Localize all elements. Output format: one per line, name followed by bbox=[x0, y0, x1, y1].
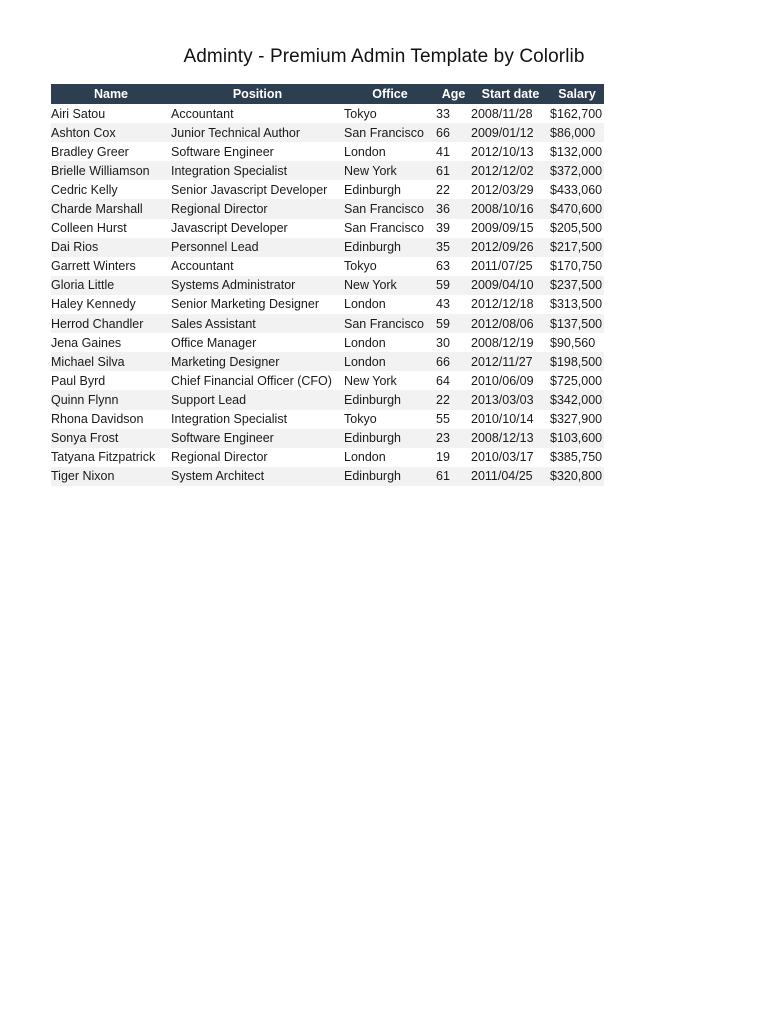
table-row bbox=[51, 142, 604, 161]
cell-position: Software Engineer bbox=[171, 144, 274, 159]
cell-age: 66 bbox=[436, 123, 471, 142]
cell-position: Junior Technical Author bbox=[171, 123, 344, 142]
cell-salary: $86,000 bbox=[550, 123, 604, 142]
cell-age: 23 bbox=[436, 429, 471, 448]
cell-salary: $198,500 bbox=[550, 352, 604, 371]
cell-start-date: 2008/12/19 bbox=[471, 335, 534, 350]
table-row bbox=[51, 180, 604, 199]
column-header-age: Age bbox=[436, 84, 471, 104]
cell-salary: $205,500 bbox=[550, 221, 603, 236]
cell-name: Haley Kennedy bbox=[51, 297, 136, 312]
table-row bbox=[51, 371, 604, 390]
cell-salary: $433,060 bbox=[550, 182, 603, 197]
cell-age: 22 bbox=[436, 390, 471, 409]
cell-office: New York bbox=[344, 161, 436, 180]
cell-name: Colleen Hurst bbox=[51, 221, 127, 236]
cell-position: System Architect bbox=[171, 467, 344, 486]
page-title: Adminty - Premium Admin Template by Colorlib bbox=[183, 46, 585, 67]
table-row bbox=[51, 352, 604, 371]
column-header-start-date: Start date bbox=[471, 84, 550, 104]
cell-age: 30 bbox=[436, 335, 450, 350]
cell-salary: $90,560 bbox=[550, 335, 596, 350]
cell-name: Charde Marshall bbox=[51, 199, 171, 218]
cell-start-date: 2011/04/25 bbox=[471, 467, 550, 486]
cell-office: Tokyo bbox=[344, 259, 377, 274]
cell-office: London bbox=[344, 144, 386, 159]
cell-office: Edinburgh bbox=[344, 429, 436, 448]
cell-start-date: 2012/12/18 bbox=[471, 297, 534, 312]
cell-position: Personnel Lead bbox=[171, 238, 344, 257]
cell-start-date: 2010/10/14 bbox=[471, 412, 534, 427]
cell-start-date: 2012/08/06 bbox=[471, 314, 550, 333]
table-row bbox=[51, 410, 604, 429]
cell-start-date: 2012/09/26 bbox=[471, 238, 550, 257]
cell-name: Sonya Frost bbox=[51, 429, 171, 448]
employee-table bbox=[51, 84, 604, 486]
cell-age: 61 bbox=[436, 161, 471, 180]
cell-name: Tatyana Fitzpatrick bbox=[51, 450, 156, 465]
cell-position: Software Engineer bbox=[171, 429, 344, 448]
cell-age: 55 bbox=[436, 412, 450, 427]
cell-age: 66 bbox=[436, 352, 471, 371]
cell-office: London bbox=[344, 450, 386, 465]
cell-age: 64 bbox=[436, 373, 450, 388]
cell-start-date: 2009/09/15 bbox=[471, 221, 534, 236]
table-row bbox=[51, 314, 604, 333]
cell-start-date: 2012/10/13 bbox=[471, 144, 534, 159]
cell-salary: $103,600 bbox=[550, 429, 604, 448]
cell-start-date: 2009/04/10 bbox=[471, 276, 550, 295]
table-header-row bbox=[51, 84, 604, 104]
cell-position: Support Lead bbox=[171, 390, 344, 409]
cell-office: San Francisco bbox=[344, 314, 436, 333]
cell-name: Dai Rios bbox=[51, 238, 171, 257]
table-body bbox=[51, 104, 604, 486]
table-header bbox=[51, 84, 604, 104]
cell-age: 19 bbox=[436, 450, 450, 465]
table-row bbox=[51, 429, 604, 448]
table-row bbox=[51, 295, 604, 314]
cell-name: Michael Silva bbox=[51, 352, 171, 371]
cell-position: Javascript Developer bbox=[171, 221, 288, 236]
table-row bbox=[51, 161, 604, 180]
cell-age: 61 bbox=[436, 467, 471, 486]
cell-salary: $170,750 bbox=[550, 259, 603, 274]
cell-name: Airi Satou bbox=[51, 106, 106, 121]
cell-name: Rhona Davidson bbox=[51, 412, 144, 427]
table-row bbox=[51, 199, 604, 218]
cell-age: 35 bbox=[436, 238, 471, 257]
cell-office: Edinburgh bbox=[344, 390, 436, 409]
cell-name: Garrett Winters bbox=[51, 259, 136, 274]
cell-salary: $313,500 bbox=[550, 297, 603, 312]
cell-name: Cedric Kelly bbox=[51, 182, 118, 197]
cell-position: Regional Director bbox=[171, 199, 344, 218]
cell-start-date: 2010/06/09 bbox=[471, 373, 534, 388]
cell-salary: $237,500 bbox=[550, 276, 604, 295]
cell-name: Herrod Chandler bbox=[51, 314, 171, 333]
cell-start-date: 2012/11/27 bbox=[471, 352, 550, 371]
cell-position: Marketing Designer bbox=[171, 352, 344, 371]
cell-salary: $162,700 bbox=[550, 106, 603, 121]
cell-name: Brielle Williamson bbox=[51, 161, 171, 180]
cell-position: Office Manager bbox=[171, 335, 257, 350]
cell-age: 39 bbox=[436, 221, 450, 236]
cell-position: Integration Specialist bbox=[171, 412, 288, 427]
cell-start-date: 2008/12/13 bbox=[471, 429, 550, 448]
cell-office: San Francisco bbox=[344, 199, 436, 218]
cell-office: New York bbox=[344, 276, 436, 295]
cell-name: Ashton Cox bbox=[51, 123, 171, 142]
cell-office: New York bbox=[344, 373, 397, 388]
column-header-position: Position bbox=[171, 84, 344, 104]
cell-office: London bbox=[344, 297, 386, 312]
cell-office: Tokyo bbox=[344, 106, 377, 121]
cell-start-date: 2008/10/16 bbox=[471, 199, 550, 218]
cell-position: Accountant bbox=[171, 106, 234, 121]
cell-name: Bradley Greer bbox=[51, 144, 129, 159]
cell-position: Senior Javascript Developer bbox=[171, 182, 328, 197]
cell-salary: $470,600 bbox=[550, 199, 604, 218]
cell-start-date: 2010/03/17 bbox=[471, 450, 534, 465]
cell-office: Edinburgh bbox=[344, 182, 401, 197]
cell-office: Edinburgh bbox=[344, 238, 436, 257]
cell-name: Jena Gaines bbox=[51, 335, 122, 350]
cell-position: Accountant bbox=[171, 259, 234, 274]
cell-office: Tokyo bbox=[344, 412, 377, 427]
cell-salary: $372,000 bbox=[550, 161, 604, 180]
cell-salary: $327,900 bbox=[550, 412, 603, 427]
cell-position: Regional Director bbox=[171, 450, 268, 465]
cell-salary: $137,500 bbox=[550, 314, 604, 333]
cell-start-date: 2011/07/25 bbox=[471, 259, 533, 274]
table-row bbox=[51, 123, 604, 142]
table-row bbox=[51, 390, 604, 409]
cell-office: San Francisco bbox=[344, 123, 436, 142]
cell-salary: $725,000 bbox=[550, 373, 603, 388]
cell-age: 59 bbox=[436, 314, 471, 333]
cell-age: 43 bbox=[436, 297, 450, 312]
cell-position: Senior Marketing Designer bbox=[171, 297, 319, 312]
cell-office: London bbox=[344, 352, 436, 371]
cell-age: 63 bbox=[436, 259, 450, 274]
cell-age: 22 bbox=[436, 182, 450, 197]
cell-office: London bbox=[344, 335, 386, 350]
cell-start-date: 2012/12/02 bbox=[471, 161, 550, 180]
cell-salary: $342,000 bbox=[550, 390, 604, 409]
table-row bbox=[51, 238, 604, 257]
cell-start-date: 2012/03/29 bbox=[471, 182, 534, 197]
table-row bbox=[51, 257, 604, 276]
table-row bbox=[51, 467, 604, 486]
cell-position: Sales Assistant bbox=[171, 314, 344, 333]
table-row bbox=[51, 333, 604, 352]
cell-salary: $320,800 bbox=[550, 467, 604, 486]
cell-salary: $132,000 bbox=[550, 144, 603, 159]
column-header-office: Office bbox=[344, 84, 436, 104]
cell-age: 59 bbox=[436, 276, 471, 295]
cell-position: Systems Administrator bbox=[171, 276, 344, 295]
cell-office: San Francisco bbox=[344, 221, 424, 236]
cell-name: Tiger Nixon bbox=[51, 467, 171, 486]
cell-start-date: 2013/03/03 bbox=[471, 390, 550, 409]
cell-office: Edinburgh bbox=[344, 467, 436, 486]
table-row bbox=[51, 448, 604, 467]
cell-salary: $385,750 bbox=[550, 450, 603, 465]
table-row bbox=[51, 276, 604, 295]
cell-position: Chief Financial Officer (CFO) bbox=[171, 373, 332, 388]
cell-start-date: 2009/01/12 bbox=[471, 123, 550, 142]
table-row bbox=[51, 219, 604, 238]
cell-age: 33 bbox=[436, 106, 450, 121]
cell-name: Paul Byrd bbox=[51, 373, 106, 388]
cell-age: 36 bbox=[436, 199, 471, 218]
cell-age: 41 bbox=[436, 144, 450, 159]
column-header-name: Name bbox=[51, 84, 171, 104]
cell-name: Gloria Little bbox=[51, 276, 171, 295]
cell-salary: $217,500 bbox=[550, 238, 604, 257]
table-row bbox=[51, 104, 604, 123]
cell-position: Integration Specialist bbox=[171, 161, 344, 180]
cell-name: Quinn Flynn bbox=[51, 390, 171, 409]
column-header-salary: Salary bbox=[550, 84, 604, 104]
cell-start-date: 2008/11/28 bbox=[471, 106, 533, 121]
